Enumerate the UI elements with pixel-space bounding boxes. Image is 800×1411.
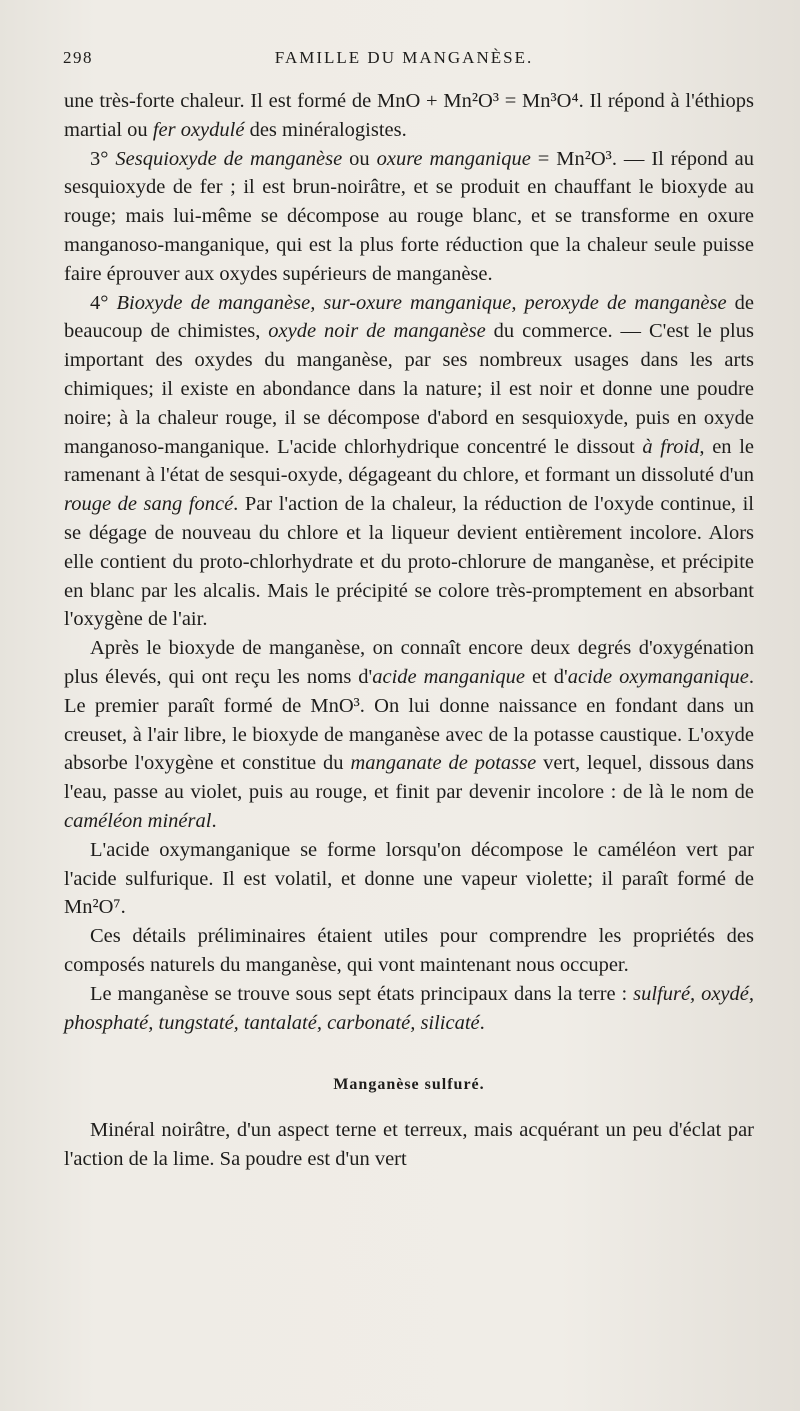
page-header bbox=[63, 48, 745, 72]
italic-term: fer oxydulé bbox=[152, 118, 245, 141]
italic-term: caméléon minéral bbox=[64, 809, 212, 832]
paragraph-details: Ces détails préliminaires étaient utiles pour comprendre les propriétés des composés naturels du manganèse, qui vont maintenant nous occuper. bbox=[64, 925, 754, 976]
text-run: des minéralogistes. bbox=[244, 118, 407, 141]
text-run: du commerce. — C'est le plus important des oxydes du manganèse, par ses nombreux usages dans les arts chimiques; il existe en abondance dans la nature; il est noir et donne une poudre noire; à la chaleur rouge, il se décompose d'abord en sesquioxyde, puis en oxyde manganoso-manganique. L'acide chlorhydrique concentré le dissout bbox=[64, 320, 754, 458]
text-run: et d' bbox=[524, 665, 568, 688]
text-run: Après le bioxyde de manganèse, on connaît encore deux degrés d'oxygénation plus élevés, qui ont reçu les noms d' bbox=[64, 637, 754, 688]
text-run: de beaucoup de chimistes, bbox=[64, 291, 754, 343]
text-run: . Le premier paraît formé de MnO³. On lui donne naissance en fondant dans un creuset, à l'air libre, le bioxyde de manganèse avec de la potasse caustique. L'oxyde absorbe l'oxygène et constitue du bbox=[64, 665, 754, 775]
italic-term: Sesquioxyde de manganèse bbox=[115, 147, 343, 170]
section-heading: Manganèse sulfuré. bbox=[333, 1076, 485, 1094]
text-run: ou bbox=[342, 147, 377, 170]
running-title: FAMILLE DU MANGANÈSE. bbox=[274, 48, 534, 67]
paragraph-etats bbox=[64, 980, 754, 1038]
paragraph-sesquioxyde bbox=[64, 145, 754, 289]
text-run: . Par l'action de la chaleur, la réduction de l'oxyde continue, il se dégage de nouveau du chlore et la liqueur devient entièrement incolore. Alors elle contient du proto-chlorhydrate et du proto-chlorure de manganèse, et précipite en blanc par les alcalis. Mais le précipité se colore très-promptement en absorbant l'oxygène de l'air. bbox=[64, 493, 754, 631]
italic-term: rouge de sang foncé bbox=[64, 493, 234, 516]
text-run: une très-forte chaleur. Il est formé de MnO + Mn²O³ = Mn³O⁴. Il répond à l'éthiops martial ou bbox=[64, 90, 754, 141]
italic-term: sulfuré, oxydé, phosphaté, tungstaté, tantalaté, carbonaté, silicaté bbox=[64, 982, 754, 1034]
text-run: 4° bbox=[90, 291, 117, 314]
italic-term: Bioxyde de manganèse, sur-oxure manganique, peroxyde de manganèse bbox=[116, 291, 727, 314]
italic-term: manganate de potasse bbox=[350, 752, 537, 775]
text-run: Le manganèse se trouve sous sept états principaux dans la terre : bbox=[90, 982, 634, 1005]
page-body bbox=[64, 87, 754, 1174]
italic-term: oxyde noir de manganèse bbox=[268, 320, 486, 343]
italic-term: à froid bbox=[642, 435, 700, 458]
italic-term: acide oxymanganique bbox=[567, 665, 749, 688]
paragraph-acides bbox=[64, 634, 754, 836]
italic-term: acide manganique bbox=[372, 665, 525, 688]
paragraph-sulfure: Minéral noirâtre, d'un aspect terne et terreux, mais acquérant un peu d'éclat par l'action de la lime. Sa poudre est d'un vert bbox=[64, 1119, 754, 1170]
paragraph-1 bbox=[64, 87, 754, 145]
paragraph-oxymanganique: L'acide oxymanganique se forme lorsqu'on décompose le caméléon vert par l'acide sulfurique. Il est volatil, et donne une vapeur violette; il paraît formé de Mn²O⁷. bbox=[64, 838, 754, 919]
text-run: vert, lequel, dissous dans l'eau, passe au violet, puis au rouge, et finit par devenir incolore : de là le nom de bbox=[64, 752, 754, 804]
text-run: 3° bbox=[90, 147, 116, 170]
paragraph-bioxyde bbox=[64, 289, 754, 635]
text-run: = Mn²O³. — Il répond au sesquioxyde de fer ; il est brun-noirâtre, et se produit en chauffant le bioxyde au rouge; mais lui-même se décompose au rouge blanc, et se transforme en oxure manganoso-manganique, qui est la plus forte réduction que la chaleur seule puisse faire éprouver aux oxydes supérieurs de manganèse. bbox=[64, 147, 755, 285]
text-run: . bbox=[479, 1011, 485, 1034]
italic-term: oxure manganique bbox=[376, 147, 531, 170]
text-run: , en le ramenant à l'état de sesqui-oxyde, dégageant du chlore, et formant un dissoluté d'un bbox=[64, 435, 754, 487]
text-run: . bbox=[211, 809, 217, 832]
page-number: 298 bbox=[63, 48, 93, 67]
